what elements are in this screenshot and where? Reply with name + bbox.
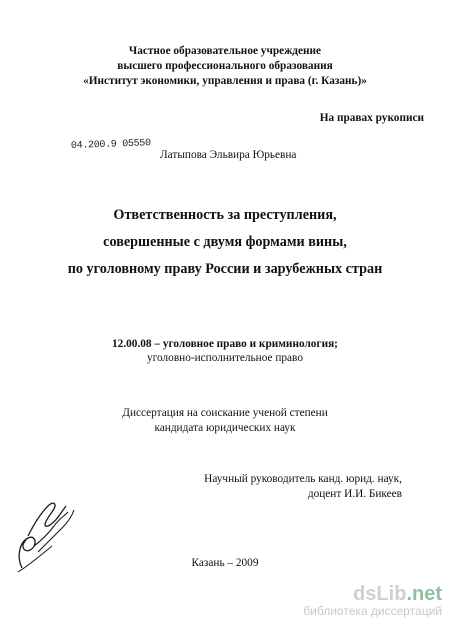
dslib-logo — [303, 584, 442, 604]
specialty-line-2: уголовно-исполнительное право — [147, 352, 303, 364]
dslib-subtitle: библиотека диссертаций — [303, 603, 442, 618]
dslib-watermark — [303, 584, 442, 618]
author-name: Латыпова Эльвира Юрьевна — [160, 149, 297, 161]
library-stamp-number: 04.200.9 05550 — [70, 138, 151, 152]
institution-line-1: Частное образовательное учреждение — [128, 45, 322, 57]
institution-line-3: «Институт экономики, управления и права (г. Казань)» — [83, 75, 367, 87]
title-line-1: Ответственность за преступления, — [113, 207, 337, 223]
title-line-2: совершенные с двумя формами вины, — [103, 234, 347, 250]
supervisor-line-2: доцент И.И. Бикеев — [307, 488, 402, 500]
supervisor-line-1: Научный руководитель канд. юрид. наук, — [204, 473, 402, 485]
city-year: Казань – 2009 — [191, 557, 259, 569]
degree-line-2: кандидата юридических наук — [154, 422, 296, 434]
dslib-logo-main: dsLib — [353, 582, 407, 605]
manuscript-note: На правах рукописи — [319, 112, 424, 124]
dslib-logo-accent: .net — [406, 582, 442, 605]
institution-line-2: высшего профессионального образования — [117, 60, 333, 72]
title-line-3: по уголовному праву России и зарубежных стран — [67, 261, 383, 277]
specialty-line-1: 12.00.08 – уголовное право и криминология; — [112, 338, 338, 350]
degree-line-1: Диссертация на соискание ученой степени — [122, 407, 328, 419]
